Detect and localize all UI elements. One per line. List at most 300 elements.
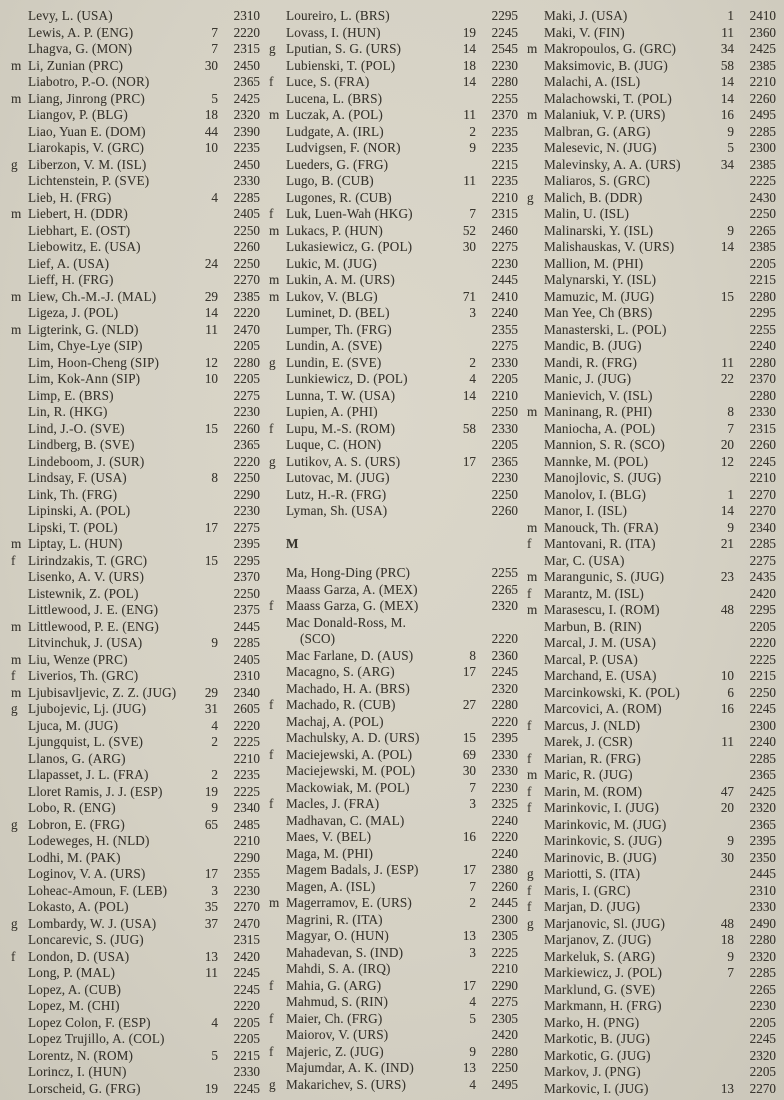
player-name: Mandi, R. (FRG)	[544, 354, 638, 370]
player-name: Marinkovic, S. (JUG)	[544, 833, 663, 848]
games-count: 16	[462, 829, 476, 844]
rating-row	[268, 190, 518, 207]
player-name: Marjan, D. (JUG)	[544, 899, 641, 914]
rating-row	[526, 239, 776, 256]
rating-row	[526, 124, 776, 141]
player-name: Lutovac, M. (JUG)	[286, 470, 390, 485]
rating-row	[10, 107, 260, 124]
rating-row	[526, 157, 776, 174]
rating-value: 2360	[749, 24, 776, 40]
rating-row	[10, 190, 260, 207]
rating-row	[268, 631, 518, 648]
rating-row	[268, 8, 518, 25]
player-name: Mamuzic, M. (JUG)	[544, 288, 655, 304]
rating-value: 2205	[491, 371, 518, 386]
title-letter: g	[11, 156, 18, 172]
games-count: 4	[469, 371, 476, 386]
player-name: Malin, U. (ISL)	[544, 206, 630, 221]
rating-row	[10, 503, 260, 520]
games-count: 2	[469, 895, 476, 910]
title-letter: m	[527, 767, 538, 782]
player-name: Maiorov, V. (URS)	[286, 1027, 389, 1042]
rating-value: 2410	[749, 8, 776, 23]
player-name: Markotic, G. (JUG)	[544, 1047, 651, 1063]
games-count: 6	[727, 684, 734, 700]
rating-row	[526, 206, 776, 223]
rating-row	[526, 965, 776, 982]
rating-value: 2355	[491, 321, 518, 337]
rating-value: 2300	[491, 911, 518, 927]
games-count: 11	[721, 24, 734, 40]
rating-value: 2310	[233, 668, 260, 683]
rating-value: 2255	[749, 321, 776, 337]
rating-row	[268, 140, 518, 157]
player-name: Lirindzakis, T. (GRC)	[28, 552, 148, 568]
player-name: Mahdi, S. A. (IRQ)	[286, 961, 391, 976]
rating-value: 2245	[749, 701, 776, 716]
rating-column-right	[526, 8, 776, 1097]
player-name: Marin, M. (ROM)	[544, 783, 643, 799]
rating-value: 2290	[491, 977, 518, 993]
rating-row	[268, 945, 518, 962]
games-count: 1	[727, 486, 734, 502]
rating-row	[268, 1027, 518, 1044]
games-count: 11	[721, 354, 734, 370]
rating-value: 2355	[233, 866, 260, 881]
player-name: Li, Zunian (PRC)	[28, 57, 124, 73]
rating-value: 2380	[491, 862, 518, 877]
player-name: Long, P. (MAL)	[28, 965, 116, 980]
title-letter: g	[269, 1076, 276, 1092]
rating-value: 2315	[233, 41, 260, 56]
rating-value: 2320	[233, 107, 260, 122]
rating-value: 2280	[749, 932, 776, 947]
games-count: 15	[462, 730, 476, 745]
player-name: Maniocha, A. (POL)	[544, 420, 656, 436]
title-letter: m	[527, 602, 538, 617]
player-name: Macles, J. (FRA)	[286, 796, 380, 811]
games-count: 30	[204, 57, 218, 73]
games-count: 11	[205, 321, 218, 337]
title-letter: m	[11, 651, 22, 667]
title-letter: m	[527, 404, 538, 419]
player-name: Liao, Yuan E. (DOM)	[28, 123, 146, 139]
rating-value: 2395	[233, 536, 260, 551]
player-name: Lieb, H. (FRG)	[28, 189, 112, 205]
games-count: 12	[204, 354, 218, 370]
rating-row	[268, 615, 518, 632]
rating-value: 2495	[491, 1076, 518, 1092]
player-name: Lodhi, M. (PAK)	[28, 849, 121, 865]
games-count: 15	[204, 552, 218, 568]
rating-row	[10, 305, 260, 322]
player-name: Mantovani, R. (ITA)	[544, 536, 656, 551]
rating-value: 2285	[749, 965, 776, 980]
rating-row	[526, 899, 776, 916]
rating-value: 2230	[491, 57, 518, 73]
rating-value: 2250	[233, 470, 260, 485]
rating-row	[10, 272, 260, 289]
rating-value: 2220	[233, 24, 260, 40]
title-letter: g	[527, 915, 534, 931]
games-count: 9	[727, 948, 734, 964]
games-count: 3	[211, 882, 218, 898]
rating-row	[526, 883, 776, 900]
rating-row	[10, 91, 260, 108]
rating-row	[10, 239, 260, 256]
rating-value: 2230	[233, 503, 260, 518]
player-name: Manasterski, L. (POL)	[544, 321, 667, 337]
player-name: Maciejewski, M. (POL)	[286, 763, 416, 778]
games-count: 2	[211, 767, 218, 782]
player-name: Marjanovic, Sl. (JUG)	[544, 915, 666, 931]
rating-value: 2205	[749, 255, 776, 271]
player-name: Marek, J. (CSR)	[544, 734, 633, 749]
player-name: Maliaros, S. (GRC)	[544, 173, 650, 188]
rating-value: 2260	[491, 878, 518, 894]
rating-value: 2365	[749, 767, 776, 782]
games-count: 35	[204, 899, 218, 914]
rating-row	[10, 916, 260, 933]
player-name: Ljubojevic, Lj. (JUG)	[28, 701, 147, 716]
rating-value: 2210	[491, 387, 518, 403]
player-name: Lopez, A. (CUB)	[28, 981, 122, 997]
rating-row	[10, 1081, 260, 1098]
title-letter: m	[11, 618, 22, 634]
player-name: Maksimovic, B. (JUG)	[544, 57, 668, 73]
rating-value: 2310	[749, 882, 776, 898]
rating-value: 2290	[233, 486, 260, 502]
rating-row	[526, 8, 776, 25]
rating-value: 2340	[233, 684, 260, 700]
player-name: Marchand, E. (USA)	[544, 668, 657, 683]
rating-row	[268, 388, 518, 405]
player-name: Maier, Ch. (FRG)	[286, 1010, 383, 1026]
rating-value: 2240	[749, 734, 776, 749]
rating-row	[10, 536, 260, 553]
rating-value: 2265	[491, 581, 518, 597]
rating-value: 2205	[233, 1031, 260, 1046]
rating-row	[526, 190, 776, 207]
rating-row	[526, 866, 776, 883]
player-name: Markovic, I. (JUG)	[544, 1080, 649, 1096]
title-letter: m	[527, 519, 538, 535]
rating-row	[526, 833, 776, 850]
rating-row	[10, 701, 260, 718]
rating-value: 2260	[233, 420, 260, 436]
rating-value: 2315	[233, 932, 260, 947]
games-count: 27	[462, 697, 476, 712]
rating-value: 2250	[491, 404, 518, 419]
title-letter: f	[11, 552, 16, 568]
player-name: Maciejewski, A. (POL)	[286, 746, 413, 762]
rating-row	[10, 322, 260, 339]
rating-value: 2240	[491, 305, 518, 320]
rating-value: 2280	[233, 354, 260, 370]
title-letter: f	[269, 1043, 274, 1059]
rating-row	[10, 58, 260, 75]
games-count: 21	[720, 536, 734, 551]
player-name: Liebowitz, E. (USA)	[28, 239, 141, 254]
player-name: Loheac-Amoun, F. (LEB)	[28, 882, 168, 898]
games-count: 34	[720, 156, 734, 172]
player-name: Ma, Hong-Ding (PRC)	[286, 565, 411, 580]
games-count: 5	[211, 90, 218, 106]
player-name: Liu, Wenze (PRC)	[28, 651, 128, 667]
rating-row	[526, 619, 776, 636]
player-name: Ljubisavljevic, Z. Z. (JUG)	[28, 684, 177, 700]
rating-value: 2445	[749, 866, 776, 881]
player-name: Lugo, B. (CUB)	[286, 173, 374, 188]
player-name: Maass Garza, G. (MEX)	[286, 598, 419, 613]
games-count: 71	[462, 288, 476, 304]
rating-value: 2205	[491, 437, 518, 452]
player-name: Lundin, A. (SVE)	[286, 338, 383, 353]
player-name: Lokasto, A. (POL)	[28, 899, 129, 914]
games-count: 17	[462, 453, 476, 469]
rating-value: 2265	[749, 222, 776, 238]
player-name: Marasescu, I. (ROM)	[544, 602, 660, 617]
rating-value: 2280	[491, 1043, 518, 1059]
title-letter: g	[527, 866, 534, 881]
rating-row	[268, 338, 518, 355]
rating-value: 2365	[233, 437, 260, 452]
rating-row	[10, 520, 260, 537]
rating-row	[10, 8, 260, 25]
player-name: Malinarski, Y. (ISL)	[544, 222, 654, 238]
player-name: Liew, Ch.-M.-J. (MAL)	[28, 288, 157, 304]
player-name: Lin, R. (HKG)	[28, 404, 108, 419]
player-name: Marcovici, A. (ROM)	[544, 701, 662, 716]
rating-value: 2270	[233, 272, 260, 287]
player-name: Lieff, H. (FRG)	[28, 272, 114, 287]
rating-row	[268, 503, 518, 520]
games-count: 7	[211, 41, 218, 56]
player-name: Machulsky, A. D. (URS)	[286, 730, 420, 745]
title-letter: m	[269, 272, 280, 287]
rating-value: 2340	[233, 800, 260, 815]
rating-value: 2205	[749, 1064, 776, 1079]
games-count: 7	[469, 206, 476, 221]
rating-value: 2420	[233, 948, 260, 964]
rating-row	[10, 998, 260, 1015]
player-name: Malich, B. (DDR)	[544, 189, 643, 205]
title-letter: m	[11, 206, 22, 221]
rating-value: 2490	[749, 915, 776, 931]
player-name: Lyman, Sh. (USA)	[286, 503, 388, 518]
games-count: 2	[469, 123, 476, 139]
player-name: Lupien, A. (PHI)	[286, 404, 378, 419]
games-count: 9	[469, 140, 476, 155]
rating-row	[10, 569, 260, 586]
rating-row	[10, 1048, 260, 1065]
games-count: 14	[720, 74, 734, 89]
rating-value: 2340	[749, 519, 776, 535]
player-name: Malaniuk, V. P. (URS)	[544, 107, 666, 122]
games-count: 37	[204, 915, 218, 931]
games-count: 23	[720, 569, 734, 584]
player-name: Malevinsky, A. A. (URS)	[544, 156, 681, 172]
section-header	[268, 536, 518, 553]
player-name: Lovass, I. (HUN)	[286, 24, 381, 40]
player-name: Mackowiak, M. (POL)	[286, 779, 410, 795]
rating-row	[10, 784, 260, 801]
player-name: Man Yee, Ch (BRS)	[544, 305, 653, 320]
rating-row	[526, 454, 776, 471]
games-count: 9	[727, 833, 734, 848]
rating-value: 2295	[749, 305, 776, 320]
rating-value: 2365	[749, 816, 776, 832]
rating-row	[526, 784, 776, 801]
rating-value: 2330	[749, 899, 776, 914]
games-count: 14	[720, 239, 734, 254]
rating-value: 2305	[491, 1010, 518, 1026]
rating-row	[10, 751, 260, 768]
rating-row	[10, 982, 260, 999]
rating-value: 2425	[749, 783, 776, 799]
rating-row	[526, 487, 776, 504]
player-name: Ligeza, J. (POL)	[28, 305, 119, 320]
games-count: 8	[727, 404, 734, 419]
rating-row	[526, 751, 776, 768]
player-name: Luce, S. (FRA)	[286, 74, 370, 89]
rating-row	[10, 1015, 260, 1032]
rating-value: 2425	[233, 90, 260, 106]
player-name: Liangov, P. (BLG)	[28, 107, 128, 122]
games-count: 10	[720, 668, 734, 683]
rating-value: 2285	[749, 750, 776, 766]
player-name: Markov, J. (PNG)	[544, 1064, 641, 1079]
games-count: 7	[727, 420, 734, 436]
rating-row	[526, 74, 776, 91]
player-name: Mariotti, S. (ITA)	[544, 866, 641, 881]
rating-row	[268, 74, 518, 91]
rating-value: 2250	[491, 486, 518, 502]
games-count: 15	[720, 288, 734, 304]
player-name: Machado, H. A. (BRS)	[286, 680, 410, 696]
rating-value: 2295	[233, 552, 260, 568]
games-count: 3	[469, 305, 476, 320]
rating-row	[268, 697, 518, 714]
player-name: Lumper, Th. (FRG)	[286, 321, 392, 337]
rating-value: 2410	[491, 288, 518, 304]
rating-row	[526, 437, 776, 454]
rating-row	[10, 602, 260, 619]
rating-row	[526, 322, 776, 339]
title-letter: m	[11, 288, 22, 304]
rating-value: 2295	[491, 8, 518, 23]
rating-row	[526, 404, 776, 421]
player-name: Mahia, G. (ARG)	[286, 977, 382, 993]
player-name: Littlewood, J. E. (ENG)	[28, 602, 159, 617]
player-name: Ligterink, G. (NLD)	[28, 321, 139, 337]
player-name: Markmann, H. (FRG)	[544, 998, 662, 1013]
player-name: Lief, A. (USA)	[28, 255, 110, 271]
rating-value: 2260	[233, 239, 260, 254]
player-name: Lutz, H.-R. (FRG)	[286, 486, 387, 502]
rating-value: 2235	[491, 140, 518, 155]
player-name: Malbran, G. (ARG)	[544, 123, 651, 139]
rating-value: 2230	[749, 998, 776, 1013]
rating-value: 2225	[233, 734, 260, 749]
rating-value: 2445	[233, 618, 260, 634]
player-name: (SCO)	[300, 631, 336, 646]
title-letter: f	[527, 783, 532, 799]
rating-value: 2215	[233, 1047, 260, 1063]
games-count: 17	[462, 862, 476, 877]
player-name: Majumdar, A. K. (IND)	[286, 1060, 414, 1075]
rating-row	[268, 322, 518, 339]
games-count: 65	[204, 816, 218, 832]
player-name: Mannion, S. R. (SCO)	[544, 437, 665, 452]
games-count: 19	[462, 24, 476, 40]
title-letter: f	[269, 74, 274, 89]
rating-row	[10, 206, 260, 223]
rating-value: 2315	[491, 206, 518, 221]
player-name: Llanos, G. (ARG)	[28, 750, 126, 766]
rating-value: 2285	[749, 123, 776, 139]
rating-row	[526, 1048, 776, 1065]
games-count: 48	[720, 602, 734, 617]
player-name: Makarichev, S. (URS)	[286, 1076, 407, 1092]
games-count: 14	[204, 305, 218, 320]
rating-row	[10, 899, 260, 916]
title-letter: g	[11, 816, 18, 832]
title-letter: f	[11, 668, 16, 683]
rating-value: 2270	[749, 503, 776, 518]
rating-row	[268, 404, 518, 421]
rating-row	[268, 747, 518, 764]
games-count: 16	[720, 107, 734, 122]
rating-value: 2605	[233, 701, 260, 716]
games-count: 5	[469, 1010, 476, 1026]
games-count: 11	[463, 107, 476, 122]
player-name: Marcus, J. (NLD)	[544, 717, 641, 733]
player-name: Lipski, T. (POL)	[28, 519, 118, 535]
player-name: Machado, R. (CUB)	[286, 697, 396, 712]
player-name: Maric, R. (JUG)	[544, 767, 633, 782]
rating-row	[10, 41, 260, 58]
rating-value: 2450	[233, 57, 260, 73]
rating-row	[526, 388, 776, 405]
rating-value: 2330	[749, 404, 776, 419]
games-count: 18	[204, 107, 218, 122]
player-name: Lubienski, T. (POL)	[286, 57, 396, 73]
rating-row	[10, 256, 260, 273]
player-name: Lopez, M. (CHI)	[28, 998, 120, 1013]
games-count: 30	[462, 239, 476, 254]
rating-row	[526, 305, 776, 322]
section-header-indent	[268, 536, 286, 553]
games-count: 12	[720, 453, 734, 469]
rating-value: 2390	[233, 123, 260, 139]
rating-row	[10, 817, 260, 834]
player-name: Malynarski, Y. (ISL)	[544, 272, 657, 287]
rating-row	[268, 1044, 518, 1061]
rating-row	[268, 895, 518, 912]
rating-row	[526, 767, 776, 784]
games-count: 34	[720, 41, 734, 56]
games-count: 20	[720, 437, 734, 452]
rating-value: 2300	[749, 717, 776, 733]
rating-row	[268, 681, 518, 698]
player-name: Lorscheid, G. (FRG)	[28, 1080, 141, 1096]
title-letter: f	[527, 899, 532, 914]
player-name: Maga, M. (PHI)	[286, 845, 374, 861]
player-name: Magem Badals, J. (ESP)	[286, 862, 419, 877]
title-letter: m	[11, 321, 22, 337]
player-name: Lukasiewicz, G. (POL)	[286, 239, 413, 254]
